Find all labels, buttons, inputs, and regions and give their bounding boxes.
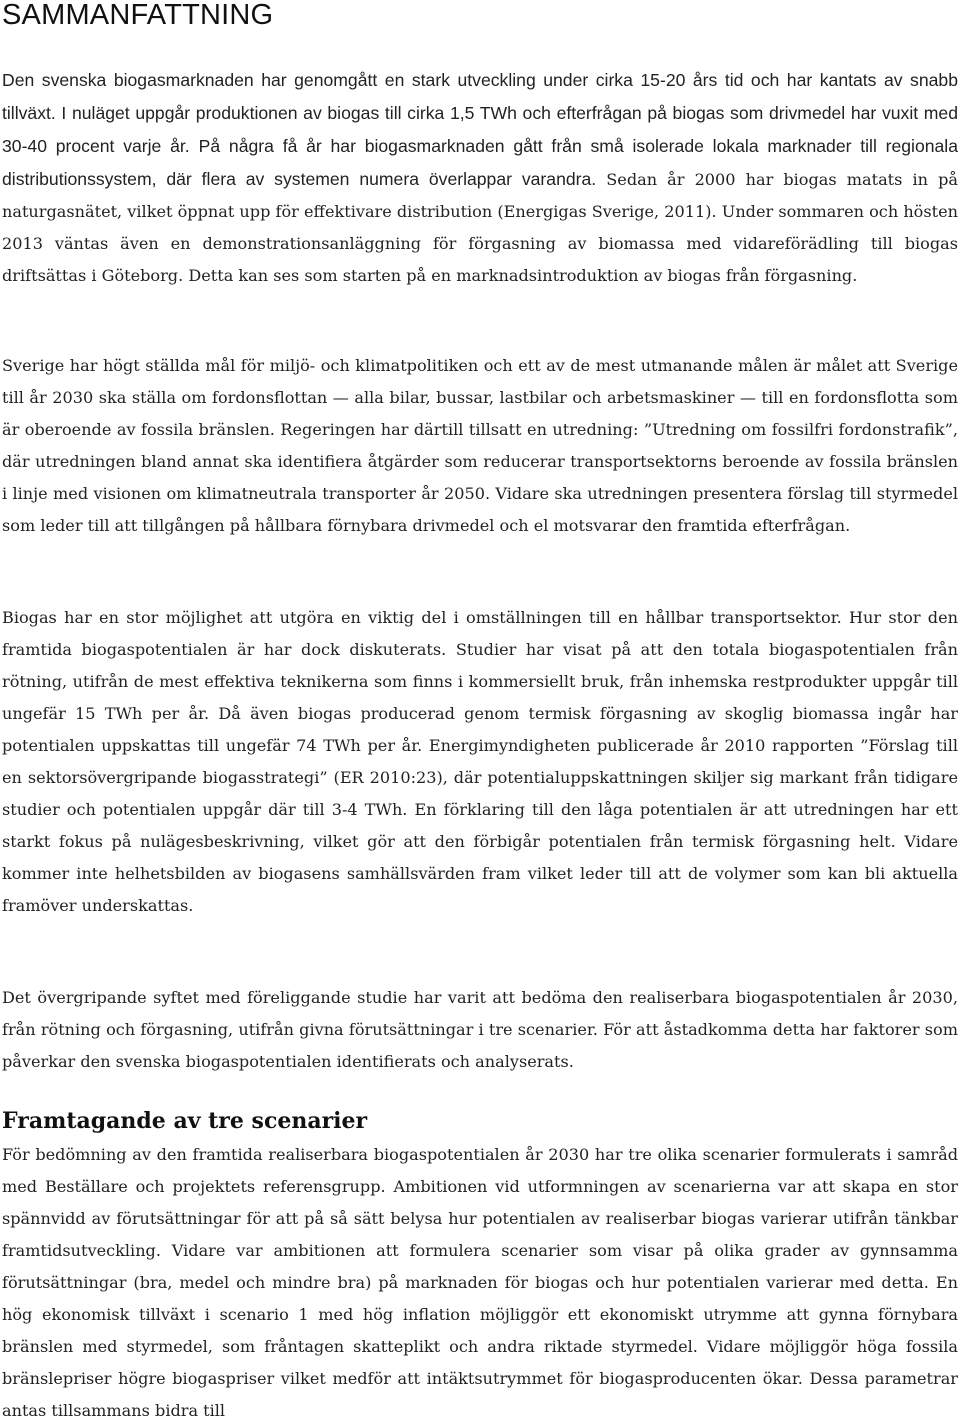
paragraph-potential: Biogas har en stor möjlighet att utgöra en viktig del i omställningen till en hållbar transportsektor. Hur stor den framtida biogaspotentialen är har dock diskuterats. Studier har visat på att den totala biogaspotentialen från rötning, utifrån de mest effektiva teknikerna som finns i kommersiellt bruk, från inhemska restprodukter uppgår till ungefär 15 TWh per år. Då även biogas producerad genom termisk förgasning av skoglig biomassa ingår har potentialen uppskattas till ungefär 74 TWh per år. Energimyndigheten publicerade år 2010 rapporten ”Förslag till en sektorsövergripande biogasstrategi” (ER 2010:23), där potentialuppskattningen skiljer sig markant från tidigare studier och potentialen uppgår där till 3-4 TWh. En förklaring till den låga potentialen är att utredningen har ett starkt fokus på nulägesbeskrivning, vilket gör att den förbigår potentialen från termisk förgasning helt. Vidare kommer inte helhetsbilden av biogasens samhällsvärden fram vilket leder till att de volymer som kan bli aktuella framöver underskattas. <box>2 608 958 915</box>
paragraph-purpose: Det övergripande syftet med föreliggande studie har varit att bedöma den realiserbara biogaspotentialen år 2030, från rötning och förgasning, utifrån givna förutsättningar i tre scenarier. För att åstadkomma detta har faktorer som påverkar den svenska biogaspotentialen identifierats och analyserats. <box>2 988 958 1071</box>
paragraph-intro-sans-text-2: På några få år har biogasmarknaden gått från små isolerade lokala marknader till regionala distributionssystem, där flera av systemen numera överlappar varandra. <box>2 136 958 189</box>
section-heading: Framtagande av tre scenarier <box>2 1108 368 1134</box>
paragraph-scenarios: För bedömning av den framtida realiserbara biogaspotentialen år 2030 har tre olika scenarier formulerats i samråd med Beställare och projektets referensgrupp. Ambitionen vid utformningen av scenarierna var att skapa en stor spännvidd av förutsättningar för att på så sätt belysa hur potentialen av realiserbar biogas varierar utifrån tänkbar framtidsutveckling. Vidare var ambitionen att formulera scenarier som visar på olika grader av gynnsamma förutsättningar (bra, medel och mindre bra) på marknaden för biogas och hur potentialen varierar med detta. En hög ekonomisk tillväxt i scenario 1 med hög inflation möjliggör ett ekonomiskt utrymme att gynna förnybara bränslen med styrmedel, som fråntagen skatteplikt och andra riktade styrmedel. Vidare möjliggör höga fossila bränslepriser högre biogaspriser vilket medför att intäktsutrymmet för biogasproducenten ökar. Dessa parametrar antas tillsammans bidra till <box>2 1145 958 1420</box>
paragraph-intro-sans-text: Den svenska biogasmarknaden har genomgått en stark utveckling under cirka 15-20 års tid och har kantats av snabb tillväxt. I nuläget uppgår produktionen av biogas till cirka 1,5 TWh och efterfrågan på biogas som drivmedel har vuxit med 30-40 procent varje år. <box>2 70 958 156</box>
page-title: SAMMANFATTNING <box>2 0 274 31</box>
paragraph-intro-serif-text: Sedan år 2000 har biogas matats in på naturgasnätet, vilket öppnat upp för effektivare distribution (Energigas Sverige, 2011). Under sommaren och hösten 2013 väntas även en demonstrationsanläggning för förgasning av biomassa med vidareförädling till biogas driftsättas i Göteborg. Detta kan ses som starten på en marknadsintroduktion av biogas från förgasning. <box>2 170 958 285</box>
paragraph-intro <box>2 64 958 320</box>
paragraph-goals: Sverige har högt ställda mål för miljö- och klimatpolitiken och ett av de mest utmanande målen är målet att Sverige till år 2030 ska ställa om fordonsflottan — alla bilar, bussar, lastbilar och arbetsmaskiner — till en fordonsflotta som är oberoende av fossila bränslen. Regeringen har därtill tillsatt en utredning: ”Utredning om fossilfri fordonstrafik”, där utredningen bland annat ska identifiera åtgärder som reducerar transportsektorns beroende av fossila bränslen i linje med visionen om klimatneutrala transporter år 2050. Vidare ska utredningen presentera förslag till styrmedel som leder till att tillgången på hållbara förnybara drivmedel och el motsvarar den framtida efterfrågan. <box>2 356 958 535</box>
